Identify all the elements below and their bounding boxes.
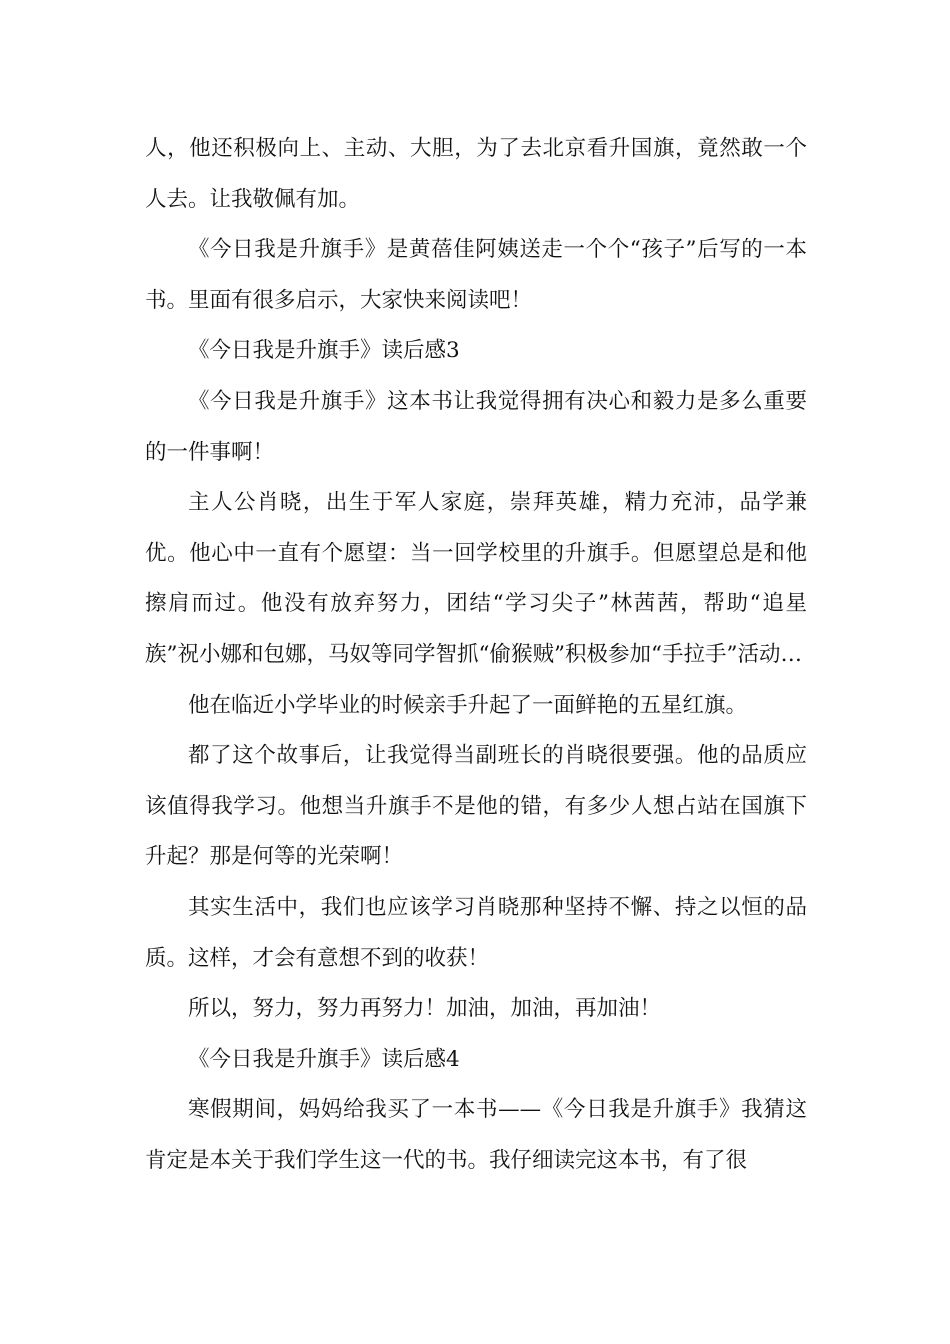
paragraph-perseverance: 其实生活中，我们也应该学习肖晓那种坚持不懈、持之以恒的品质。这样，才会有意想不到的收获！ <box>145 894 807 971</box>
document-body <box>145 124 807 1186</box>
section-heading-4: 《今日我是升旗手》读后感4 <box>188 1046 460 1072</box>
paragraph-flag-raising: 他在临近小学毕业的时候亲手升起了一面鲜艳的五星红旗。 <box>188 692 748 718</box>
paragraph-reflection: 都了这个故事后，让我觉得当副班长的肖晓很要强。他的品质应该值得我学习。他想当升旗手不是他的错，有多少人想占站在国旗下升起？那是何等的光荣啊！ <box>145 743 807 870</box>
paragraph-encouragement: 所以，努力，努力再努力！加油，加油，再加油！ <box>188 996 662 1022</box>
paragraph-winter-break: 寒假期间，妈妈给我买了一本书——《今日我是升旗手》我猜这肯定是本关于我们学生这一代的书。我仔细读完这本书，有了很 <box>145 1097 807 1173</box>
paragraph-continuation: 人，他还积极向上、主动、大胆，为了去北京看升国旗，竟然敢一个人去。让我敬佩有加。 <box>145 136 807 212</box>
paragraph-book-intro: 《今日我是升旗手》是黄蓓佳阿姨送走一个个“孩子”后写的一本书。里面有很多启示，大家快来阅读吧！ <box>145 237 807 313</box>
paragraph-protagonist: 主人公肖晓，出生于军人家庭，崇拜英雄，精力充沛，品学兼优。他心中一直有个愿望：当一回学校里的升旗手。但愿望总是和他擦肩而过。他没有放弃努力，团结“学习尖子”林茜茜，帮助“追星族”祝小娜和包娜，马奴等同学智抓“偷猴贼”积极参加“手拉手”活动… <box>145 490 807 667</box>
section-heading-3: 《今日我是升旗手》读后感3 <box>188 338 460 364</box>
paragraph-determination: 《今日我是升旗手》这本书让我觉得拥有决心和毅力是多么重要的一件事啊！ <box>145 388 807 465</box>
